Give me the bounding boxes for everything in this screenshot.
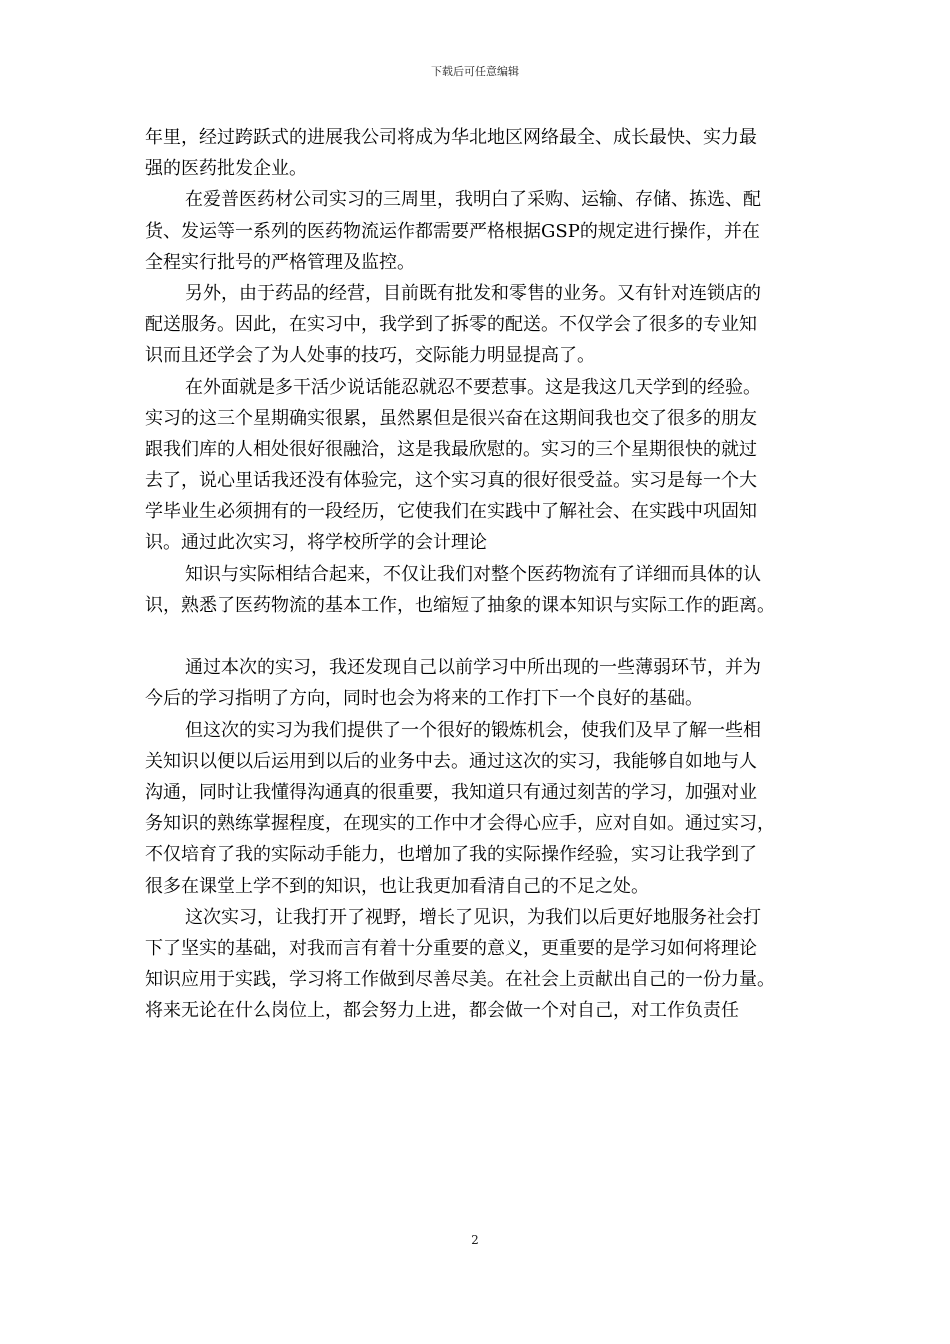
text-line: 通过本次的实习，我还发现自己以前学习中所出现的一些薄弱环节，并为 (185, 657, 761, 679)
text-line: 很多在课堂上学不到的知识，也让我更加看清自己的不足之处。 (145, 875, 649, 897)
text-line: 沟通，同时让我懂得沟通真的很重要，我知道只有通过刻苦的学习，加强对业 (145, 781, 757, 803)
text-line: 关知识以便以后运用到以后的业务中去。通过这次的实习，我能够自如地与人 (145, 750, 757, 772)
text-line: 另外，由于药品的经营，目前既有批发和零售的业务。又有针对连锁店的 (185, 282, 761, 304)
text-line: 知识应用于实践，学习将工作做到尽善尽美。在社会上贡献出自己的一份力量。 (145, 969, 775, 991)
text-line: 务知识的熟练掌握程度，在现实的工作中才会得心应手，应对自如。通过实习， (145, 813, 775, 835)
paragraph-gap (145, 621, 817, 652)
text-line: 但这次的实习为我们提供了一个很好的锻炼机会，使我们及早了解一些相 (185, 719, 761, 741)
text-line: 识。通过此次实习，将学校所学的会计理论 (145, 532, 487, 554)
page-header (0, 64, 950, 80)
text-line: 强的医药批发企业。 (145, 158, 307, 180)
text-line: 全程实行批号的严格管理及监控。 (145, 251, 415, 273)
text-line: 识，熟悉了医药物流的基本工作，也缩短了抽象的课本知识与实际工作的距离。 (145, 594, 775, 616)
text-line: 配送服务。因此，在实习中，我学到了拆零的配送。不仅学会了很多的专业知 (145, 314, 757, 336)
text-line: 学毕业生必须拥有的一段经历，它使我们在实践中了解社会、在实践中巩固知 (145, 501, 757, 523)
text-line: 今后的学习指明了方向，同时也会为将来的工作打下一个良好的基础。 (145, 688, 703, 710)
page-number: 2 (471, 1233, 479, 1247)
text-line: 在外面就是多干活少说话能忍就忍不要惹事。这是我这几天学到的经验。 (185, 376, 761, 398)
document-body (145, 122, 817, 1026)
text-line: 知识与实际相结合起来，不仅让我们对整个医药物流有了详细而具体的认 (185, 563, 761, 585)
text-line: 识而且还学会了为人处事的技巧，交际能力明显提高了。 (145, 345, 595, 367)
text-line: 年里，经过跨跃式的进展我公司将成为华北地区网络最全、成长最快、实力最 (145, 127, 757, 148)
text-line: 货、发运等一系列的医药物流运作都需要严格根据GSP的规定进行操作，并在 (145, 220, 760, 242)
text-line: 在爱普医药材公司实习的三周里，我明白了采购、运输、存储、拣选、配 (185, 189, 761, 211)
text-line: 跟我们库的人相处很好很融洽，这是我最欣慰的。实习的三个星期很快的就过 (145, 438, 757, 460)
page-footer (0, 1232, 950, 1248)
text-line: 下了坚实的基础，对我而言有着十分重要的意义，更重要的是学习如何将理论 (145, 937, 757, 959)
text-line: 不仅培育了我的实际动手能力，也增加了我的实际操作经验，实习让我学到了 (145, 844, 757, 866)
text-line: 去了，说心里话我还没有体验完，这个实习真的很好很受益。实习是每一个大 (145, 470, 757, 492)
text-line: 这次实习，让我打开了视野，增长了见识，为我们以后更好地服务社会打 (185, 906, 761, 928)
text-line: 将来无论在什么岗位上，都会努力上进，都会做一个对自己，对工作负责任 (145, 1000, 739, 1022)
header-text: 下载后可任意编辑 (431, 65, 519, 78)
text-line: 实习的这三个星期确实很累，虽然累但是很兴奋在这期间我也交了很多的朋友 (145, 407, 757, 429)
